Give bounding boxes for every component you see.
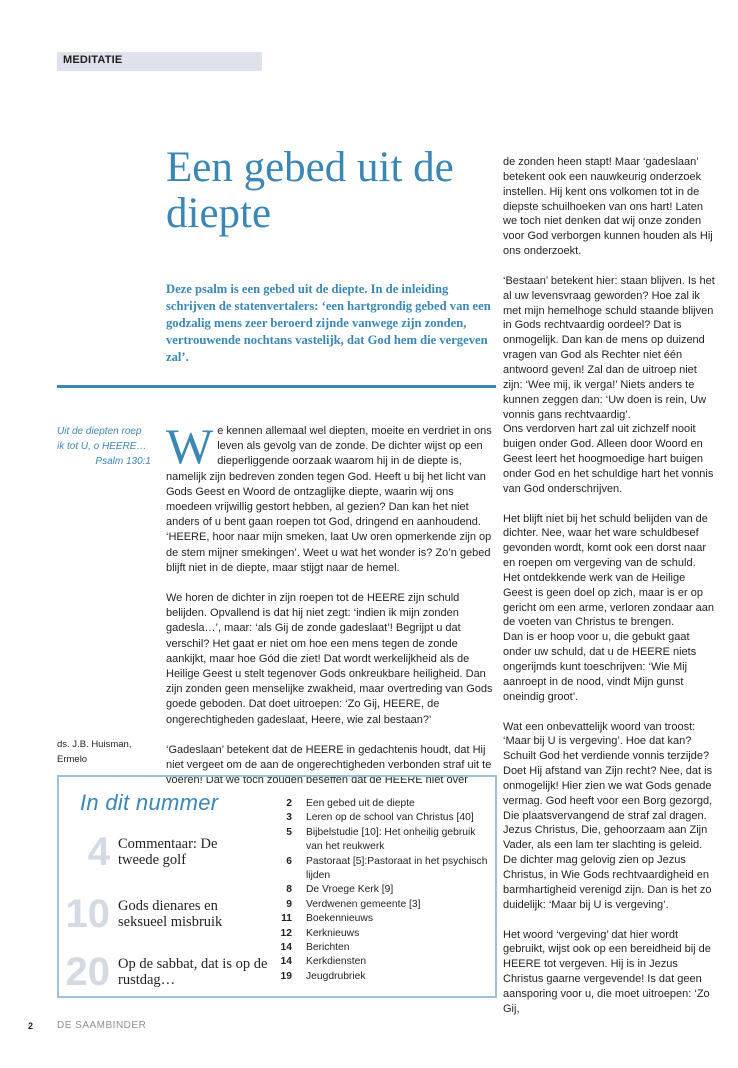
toc-item[interactable] (270, 970, 490, 984)
toc-title: In dit nummer (80, 790, 219, 815)
section-label: MEDITATIE (63, 54, 123, 66)
pull-quote (57, 424, 151, 469)
toc-item[interactable] (270, 941, 490, 955)
toc-item[interactable] (270, 927, 490, 941)
toc-page: 14 (280, 942, 292, 954)
toc-page: 12 (280, 927, 292, 939)
toc-page: 9 (286, 898, 292, 910)
toc-item[interactable] (270, 898, 490, 912)
toc-item[interactable] (270, 811, 490, 825)
toc-text: Bijbelstudie [10]: Het onheilig gebruik van het reukwerk (306, 826, 476, 853)
paragraph: de zonden heen stapt! Maar ‘gadeslaan’ betekent ook een nauwkeurig onderzoek instellen. Hij kent ons volkomen tot in de diepste schuilhoeken van ons hart! Laten we toch niet denken dat wij onze zonden voor God verborgen kunnen houden als Hij ons onderzoekt. (503, 156, 713, 258)
feature-title: Gods dienares en seksueel misbruik (118, 898, 223, 930)
paragraph (166, 418, 496, 576)
divider-rule (57, 385, 496, 388)
toc-page: 2 (286, 798, 292, 809)
feature-number: 10 (65, 892, 110, 936)
feature-title: Commentaar: De tweede golf (118, 836, 218, 868)
body-column-left (166, 418, 496, 803)
toc-page: 19 (280, 970, 292, 982)
toc-text: Boekennieuws (306, 913, 373, 925)
paragraph: Het blijft niet bij het schuld belijden van de dichter. Nee, waar het ware schuldbesef gevonden wordt, komt ook een dorst naar en roepen om vergeving van de schuld. Het ontdekkende werk van de Heilige Geest is geen doel op zich, maar is er op gericht om een arme, verloren zondaar aan de voeten van Christus te brengen. (503, 512, 714, 629)
quote-text: Uit de diepten roep ik tot U, o HEERE… (57, 426, 147, 452)
toc-text: Verdwenen gemeente [3] (306, 898, 421, 910)
toc-item[interactable] (270, 855, 490, 884)
toc-item[interactable] (270, 912, 490, 926)
author-credit (57, 737, 131, 767)
paragraph: We horen de dichter in zijn roepen tot de HEERE zijn schuld belijden. Opvallend is dat hij niet zegt: ‘indien ik mijn zonden gadesla…’, maar: ‘als Gij de zonde gadeslaat’! Begrijpt u dat verschil? Het gaat er niet om hoe een mens tegen de zonde aankijkt, maar hoe Gód die ziet! Dat wordt werkelijkheid als de Heilige Geest u stelt tegenover Gods onkreukbare heiligheid. Dan zijn zonden geen menselijke zwakheid, maar overtreding van Gods goede geboden. Dat doet uitroepen: ‘Zo Gij, HEERE, de ongerechtigheden gadeslaat, Heere, wie zal bestaan?’ (166, 592, 493, 726)
page-number: 2 (28, 1021, 34, 1031)
paragraph: Dan is er hoop voor u, die gebukt gaat onder uw schuld, dat u de HEERE niets ongerijmds kunt toeschrijven: ‘Wie Mij aanroept in de nood, vindt Mijn gunst oneindig groot’. (503, 631, 697, 703)
toc-feature[interactable] (62, 832, 248, 872)
toc-page: 14 (280, 956, 292, 968)
author-name: ds. J.B. Huisman, (57, 739, 132, 750)
toc-text: Kerknieuws (306, 927, 360, 939)
toc-text: Leren op de school van Christus [40] (306, 812, 474, 824)
quote-reference: Psalm 130:1 (95, 456, 151, 467)
feature-title: Op de sabbat, dat is op de rustdag… (118, 956, 268, 988)
toc-item[interactable] (270, 826, 490, 855)
toc-page: 3 (286, 812, 292, 824)
magazine-name: DE SAAMBINDER (57, 1020, 147, 1031)
author-place: Ermelo (57, 754, 88, 765)
toc-text: Jeugdrubriek (306, 970, 366, 982)
toc-page: 11 (281, 913, 292, 925)
toc-item[interactable] (270, 883, 490, 897)
toc-text: Pastoraat [5]:Pastoraat in het psychisch lijden (306, 855, 488, 882)
body-column-right (503, 155, 715, 1032)
toc-text: Kerkdiensten (306, 956, 367, 968)
toc-item[interactable] (270, 955, 490, 969)
toc-page: 8 (286, 884, 292, 896)
toc-feature[interactable] (62, 952, 268, 992)
paragraph: Wat een onbevattelijk woord van troost: ‘Maar bij U is vergeving’. Hoe dat kan? Schuilt God het verdiende vonnis terzijde? Doet Hij afstand van Zijn recht? Nee, dat is onmogelijk! Hier zien we wat Gods genade vermag. God heeft voor een Borg gezorgd, Die plaatsvervangend de straf zal dragen. Jezus Christus, Die, gehoorzaam aan Zijn Vader, als een lam ter slachting is geleid. De dichter mag gelovig zien op Jezus Christus, in Wie Gods rechtvaardigheid en barmhartigheid verenigd zijn. Dan is het zo duidelijk: ‘Maar bij U is vergeving’. (503, 720, 713, 911)
toc-feature[interactable] (62, 894, 268, 934)
article-lead: Deze psalm is een gebed uit de diepte. In de inleiding schrijven de statenvertalers: ‘een hartgrondig gebed van een godzalig mens zeer beroerd zijnde vanwege zijn zonden, vertrouwende nochtans vastelijk, dat God hem die vergeven zal’. (166, 282, 491, 364)
paragraph: ‘Bestaan’ betekent hier: staan blijven. Is het al uw levensvraag geworden? Hoe zal ik met mijn hemelhoge schuld staande blijven in Gods rechtvaardig oordeel? Dat is onmogelijk. Dan kan de mens op duizend vragen van God als Rechter niet één antwoord geven! Zal dan de uitroep niet zijn: ‘Wee mij, ik verga!’ Niets anders te kunnen zeggen dan: ‘Uw doen is rein, Uw vonnis gans rechtvaardig’. (503, 274, 715, 421)
paragraph: Ons verdorven hart zal uit zichzelf nooit buigen onder God. Alleen door Woord en Geest leert het hoogmoedige hart buigen onder God en het schuldige hart het vonnis van God onderschrijven. (503, 423, 714, 495)
article-title: Een gebed uit de diepte (166, 144, 454, 237)
toc-page: 5 (286, 826, 292, 838)
toc-list (270, 797, 490, 984)
toc-text: Berichten (306, 942, 350, 954)
paragraph: ‘Gadeslaan’ betekent dat de HEERE in gedachtenis houdt, dat Hij niet vergeet om de aan de ongerechtigheden verbonden straf uit te voeren! Dat we toch zouden beseffen dat de HEERE niet over (166, 743, 492, 787)
paragraph: Het woord ‘vergeving’ dat hier wordt gebruikt, wijst ook op een bereidheid bij de HEERE tot vergeven. Hij is in Jezus Christus gaarne vergevende! Is dat geen aansporing voor u, die moet uitroepen: ‘Zo Gij, (503, 928, 711, 1015)
feature-number: 4 (87, 830, 110, 874)
paragraph-text: e kennen allemaal wel diepten, moeite en verdriet in ons leven als gevolg van de zonde. De dichter wijst op een dieperliggende oorzaak waarom hij in de diepte is, namelijk zijn bedreven zonden tegen God. Heeft u bij het licht van Gods Geest en Woord de ontzaglijke diepte, waarin wij ons moedeen vrijwillig gestort hebben, al gezien? Dan kan het niet anders of u bent gaan roepen tot God, dringend en aanhoudend. ‘HEERE, hoor naar mijn smeken, laat Uw oren opmerkende zijn op de stem mijner smekingen’. Weet u wat het wonder is? Zo’n gebed blijft niet in de diepte, maar stijgt naar de hemel. (166, 425, 492, 574)
drop-cap: W (166, 418, 214, 474)
feature-number: 20 (65, 950, 110, 994)
toc-item[interactable] (270, 797, 490, 811)
toc-page: 6 (286, 855, 292, 867)
toc-text: Een gebed uit de diepte (306, 798, 415, 809)
toc-text: De Vroege Kerk [9] (306, 884, 394, 896)
